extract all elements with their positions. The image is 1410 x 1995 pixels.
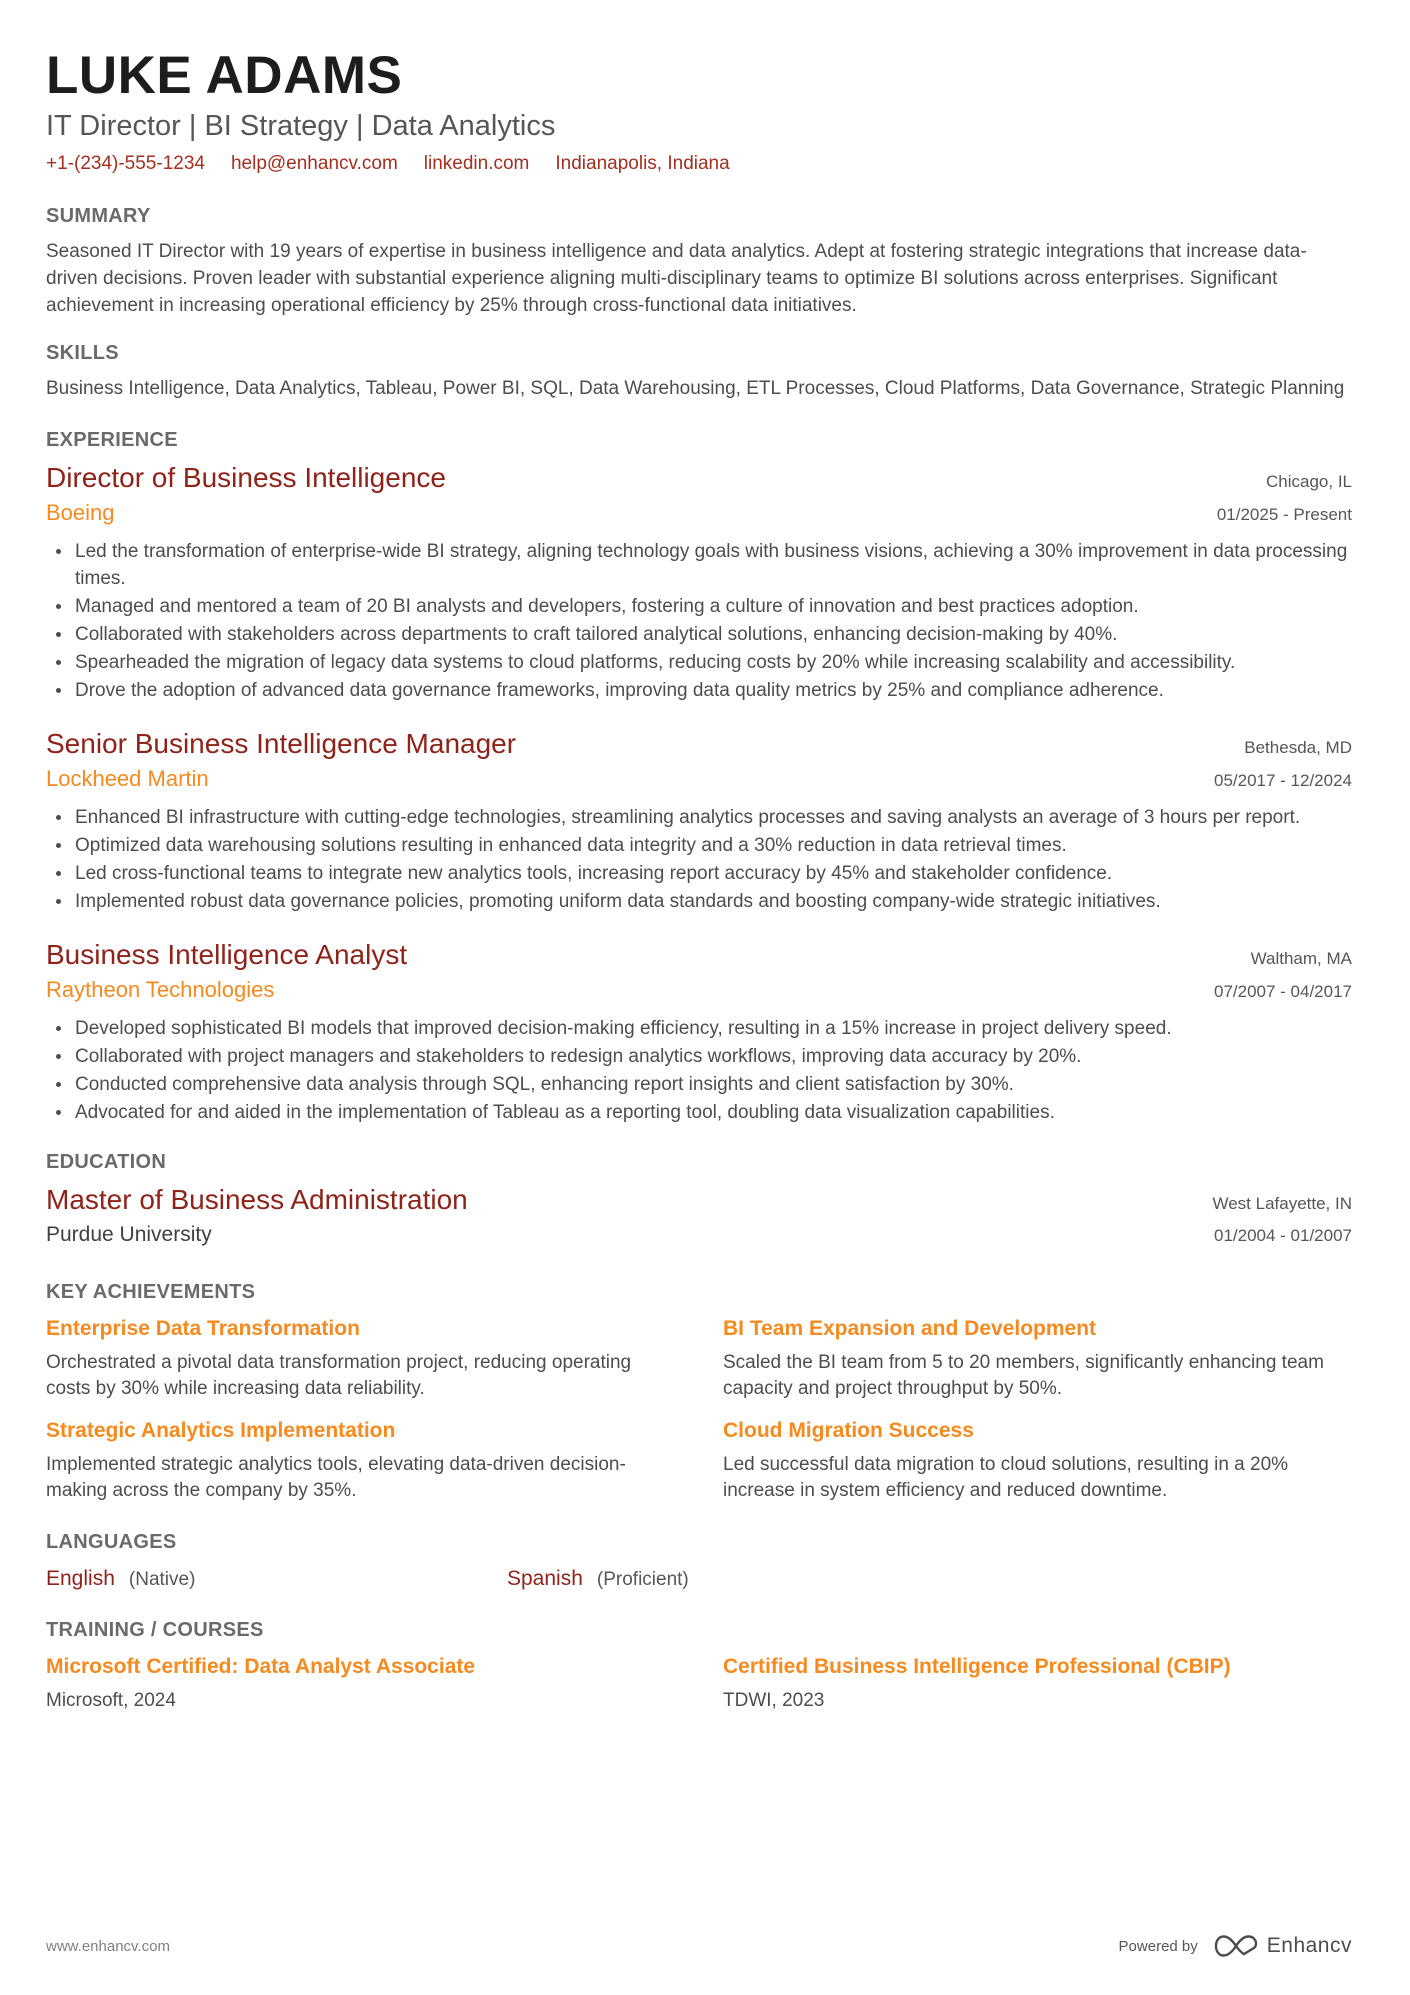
job-bullet: Implemented robust data governance policies, promoting uniform data standards and boosting company-wide strategic initiatives. (46, 888, 1352, 915)
achievement-title: Strategic Analytics Implementation (46, 1418, 396, 1442)
job-bullet: Collaborated with stakeholders across departments to craft tailored analytical solutions, enhancing decision-making by 40%. (46, 621, 1352, 648)
job-bullet: Conducted comprehensive data analysis through SQL, enhancing report insights and client satisfaction by 30%. (46, 1071, 1352, 1098)
contact-row (46, 152, 1352, 176)
section-languages (46, 1530, 1352, 1592)
company-name: Lockheed Martin (46, 765, 209, 791)
achievement-card (46, 1316, 675, 1402)
job-location: Bethesda, MD (1244, 737, 1352, 757)
section-experience (46, 428, 1352, 1126)
achievement-card (723, 1418, 1352, 1504)
job-bullet: Managed and mentored a team of 20 BI analysts and developers, fostering a culture of innovation and best practices adoption. (46, 593, 1352, 620)
language-item (507, 1566, 968, 1592)
degree-title: Master of Business Administration (46, 1183, 468, 1215)
training-grid (46, 1654, 1352, 1712)
job-bullet: Led cross-functional teams to integrate new analytics tools, increasing report accuracy by 45% and stakeholder confidence. (46, 860, 1352, 887)
section-summary (46, 204, 1352, 319)
job-location: Chicago, IL (1266, 471, 1352, 491)
job-title: Business Intelligence Analyst (46, 938, 408, 970)
achievement-title: Enterprise Data Transformation (46, 1316, 360, 1340)
section-training (46, 1618, 1352, 1712)
achievements-grid (46, 1316, 1352, 1504)
powered-by-label: Powered by (1118, 1937, 1198, 1955)
education-location: West Lafayette, IN (1212, 1193, 1352, 1213)
training-org: TDWI, 2023 (723, 1689, 825, 1711)
language-name: English (46, 1566, 115, 1590)
education-heading: EDUCATION (46, 1150, 167, 1173)
job-bullet: Optimized data warehousing solutions resulting in enhanced data integrity and a 30% reduction in data retrieval times. (46, 832, 1352, 859)
footer-site-link[interactable]: www.enhancv.com (46, 1937, 170, 1955)
summary-text: Seasoned IT Director with 19 years of expertise in business intelligence and data analytics. Adept at fostering strategic integrations that increase data-driven decisions. Proven leader with substantial experience aligning multi-disciplinary teams to optimize BI solutions across enterprises. Significant achievement in increasing operational efficiency by 25% through cross-functional data initiatives. (46, 240, 1307, 316)
job-dates: 07/2007 - 04/2017 (1213, 981, 1352, 1001)
languages-row (46, 1566, 1352, 1592)
page-footer (46, 1933, 1352, 1959)
achievement-title: BI Team Expansion and Development (723, 1316, 1097, 1340)
job-entry (46, 726, 1352, 915)
education-dates: 01/2004 - 01/2007 (1213, 1225, 1352, 1245)
section-achievements (46, 1280, 1352, 1504)
achievement-text: Implemented strategic analytics tools, elevating data-driven decision-making across the company by 35%. (46, 1453, 626, 1501)
job-bullet-list (46, 538, 1352, 704)
training-item (46, 1654, 675, 1712)
achievement-card (46, 1418, 675, 1504)
language-name: Spanish (507, 1566, 583, 1590)
contact-phone: +1-(234)-555-1234 (46, 152, 205, 174)
job-bullet: Developed sophisticated BI models that improved decision-making efficiency, resulting in a 15% increase in project delivery speed. (46, 1015, 1352, 1042)
job-dates: 01/2025 - Present (1216, 504, 1352, 524)
training-title: Certified Business Intelligence Professional (CBIP) (723, 1654, 1231, 1678)
job-entry (46, 937, 1352, 1126)
contact-location: Indianapolis, Indiana (555, 152, 730, 174)
training-org: Microsoft, 2024 (46, 1689, 176, 1711)
training-title: Microsoft Certified: Data Analyst Associate (46, 1654, 476, 1678)
achievement-card (723, 1316, 1352, 1402)
job-title: Director of Business Intelligence (46, 461, 446, 493)
job-bullet-list (46, 1015, 1352, 1126)
job-bullet: Enhanced BI infrastructure with cutting-edge technologies, streamlining analytics processes and saving analysts an average of 3 hours per report. (46, 804, 1352, 831)
contact-email[interactable]: help@enhancv.com (230, 152, 398, 174)
education-entry (46, 1182, 1352, 1250)
languages-heading: LANGUAGES (46, 1530, 177, 1553)
footer-brand-group[interactable] (1119, 1933, 1352, 1959)
section-education (46, 1150, 1352, 1250)
job-entry (46, 460, 1352, 704)
job-bullet: Drove the adoption of advanced data governance frameworks, improving data quality metrics by 25% and compliance adherence. (46, 677, 1352, 704)
contact-linkedin[interactable]: linkedin.com (423, 152, 530, 174)
school-name: Purdue University (46, 1222, 212, 1246)
resume-header (46, 48, 1352, 176)
job-title: Senior Business Intelligence Manager (46, 727, 517, 759)
skills-heading: SKILLS (46, 341, 119, 364)
enhancv-logo-icon (1214, 1933, 1258, 1959)
language-item (46, 1566, 507, 1592)
training-heading: TRAINING / COURSES (46, 1618, 264, 1641)
language-level: (Proficient) (596, 1568, 689, 1590)
job-location: Waltham, MA (1250, 948, 1352, 968)
language-level: (Native) (128, 1568, 196, 1590)
job-bullet: Advocated for and aided in the implementation of Tableau as a reporting tool, doubling data visualization capabilities. (46, 1099, 1352, 1126)
achievement-text: Orchestrated a pivotal data transformation project, reducing operating costs by 30% while increasing data reliability. (46, 1351, 632, 1399)
skills-text: Business Intelligence, Data Analytics, Tableau, Power BI, SQL, Data Warehousing, ETL Processes, Cloud Platforms, Data Governance, Strategic Planning (46, 377, 1345, 399)
experience-heading: EXPERIENCE (46, 428, 178, 451)
job-bullet: Spearheaded the migration of legacy data systems to cloud platforms, reducing costs by 20% while increasing scalability and accessibility. (46, 649, 1352, 676)
company-name: Raytheon Technologies (46, 976, 275, 1002)
job-bullet: Led the transformation of enterprise-wide BI strategy, aligning technology goals with business visions, achieving a 30% improvement in data processing times. (46, 538, 1352, 592)
job-bullet-list (46, 804, 1352, 915)
achievement-text: Led successful data migration to cloud solutions, resulting in a 20% increase in system efficiency and reduced downtime. (723, 1453, 1289, 1501)
job-bullet: Collaborated with project managers and stakeholders to redesign analytics workflows, improving data accuracy by 20%. (46, 1043, 1352, 1070)
enhancv-brand: Enhancv (1266, 1934, 1352, 1957)
job-dates: 05/2017 - 12/2024 (1213, 770, 1352, 790)
person-name: LUKE ADAMS (46, 46, 403, 105)
achievement-title: Cloud Migration Success (723, 1418, 974, 1442)
company-name: Boeing (46, 499, 115, 525)
training-item (723, 1654, 1352, 1712)
summary-heading: SUMMARY (46, 204, 151, 227)
achievements-heading: KEY ACHIEVEMENTS (46, 1280, 256, 1303)
section-skills (46, 341, 1352, 402)
person-title: IT Director | BI Strategy | Data Analytics (46, 109, 556, 142)
achievement-text: Scaled the BI team from 5 to 20 members, significantly enhancing team capacity and project throughput by 50%. (723, 1351, 1324, 1399)
